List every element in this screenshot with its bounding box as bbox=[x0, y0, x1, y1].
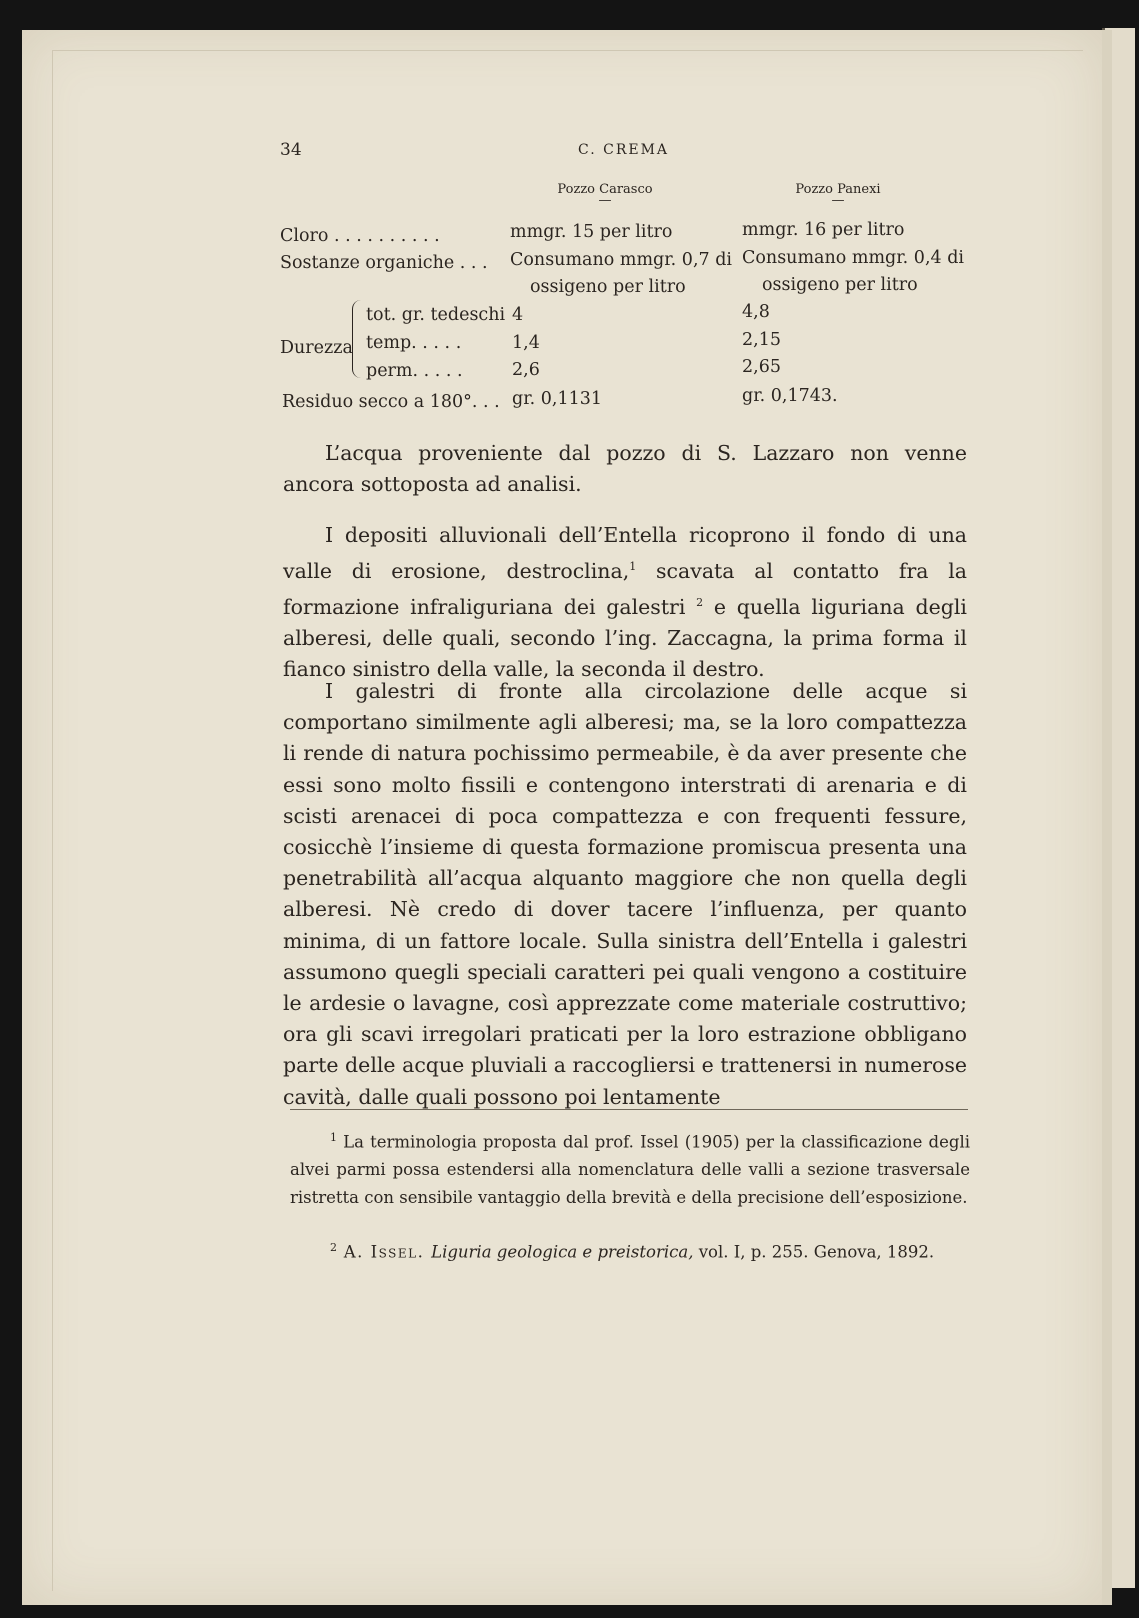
footnote-1 bbox=[290, 1124, 970, 1211]
footnote-2-title: Liguria geologica e preistorica, bbox=[431, 1242, 694, 1262]
row-label-temp: temp. . . . . bbox=[366, 333, 462, 353]
paragraph-2-part-c: e quella liguriana degli alberesi, delle quali, secondo l’ing. Zaccagna, la prima forma il fianco sinistro della valle, la seconda il destro. bbox=[283, 595, 967, 682]
footnote-2-text bbox=[290, 1234, 970, 1266]
paragraph-1 bbox=[283, 438, 967, 500]
running-head: C. CREMA bbox=[578, 142, 670, 158]
paragraph-2-text bbox=[283, 520, 967, 686]
cell-residuo-panexi: gr. 0,1743. bbox=[742, 386, 838, 406]
cell-tot-panexi: 4,8 bbox=[742, 302, 770, 322]
column-title: Pozzo Panexi bbox=[795, 182, 881, 197]
cell-ossigeno-panexi: ossigeno per litro bbox=[762, 275, 918, 295]
cell-ossigeno-carasco: ossigeno per litro bbox=[530, 277, 686, 297]
column-dash: — bbox=[598, 193, 612, 208]
footnote-ref-2: 2 bbox=[696, 596, 704, 610]
column-header-carasco bbox=[545, 182, 665, 208]
cell-sostanze-panexi: Consumano mmgr. 0,4 di bbox=[742, 248, 964, 268]
paragraph-2 bbox=[283, 520, 967, 686]
column-title: Pozzo Carasco bbox=[557, 182, 653, 197]
page-number: 34 bbox=[280, 140, 302, 160]
footnote-2-author: A. Issel. bbox=[337, 1242, 432, 1262]
row-label-residuo: Residuo secco a 180°. . . bbox=[282, 392, 500, 412]
footnote-1-mark: 1 bbox=[330, 1131, 337, 1144]
paragraph-1-text: L’acqua proveniente dal pozzo di S. Lazzaro non venne ancora sottoposta ad analisi. bbox=[283, 441, 967, 497]
cell-cloro-panexi: mmgr. 16 per litro bbox=[742, 220, 905, 240]
cell-tot-carasco: 4 bbox=[512, 305, 524, 325]
footnote-2-mark: 2 bbox=[330, 1241, 337, 1254]
footnote-ref-1: 1 bbox=[629, 560, 637, 574]
cell-perm-panexi: 2,65 bbox=[742, 357, 781, 377]
cell-temp-panexi: 2,15 bbox=[742, 330, 781, 350]
cell-sostanze-carasco: Consumano mmgr. 0,7 di bbox=[510, 250, 732, 270]
durezza-brace bbox=[352, 300, 361, 378]
footnote-1-text bbox=[290, 1124, 970, 1211]
cell-perm-carasco: 2,6 bbox=[512, 360, 540, 380]
paragraph-2-part-b: scavata al contatto fra la formazione infraliguriana dei galestri bbox=[283, 559, 967, 620]
paragraph-3 bbox=[283, 676, 967, 1113]
column-dash: — bbox=[831, 193, 845, 208]
paragraph-2-part-a: I depositi alluvionali dell’Entella ricoprono il fondo di una valle di erosione, destroclina, bbox=[283, 523, 967, 584]
footnote-2 bbox=[290, 1234, 970, 1266]
row-label-cloro: Cloro . . . . . . . . . . bbox=[280, 226, 440, 246]
row-label-tot: tot. gr. tedeschi bbox=[366, 305, 506, 325]
footnote-1-body: La terminologia proposta dal prof. Issel (1905) per la classificazione degli alvei parmi possa estendersi alla nomenclatura delle valli a sezione trasversale ristretta con sensibile vantaggio della brevità e della precisione dell’esposizione. bbox=[290, 1132, 970, 1207]
cell-cloro-carasco: mmgr. 15 per litro bbox=[510, 222, 673, 242]
paragraph-3-text: I galestri di fronte alla circolazione delle acque si comportano similmente agli alberesi; ma, se la loro compattezza li rende di natura pochissimo permeabile, è da aver presente che essi sono molto fissili e contengono interstrati di arenaria e di scisti arenacei di poca compattezza e con frequenti fessure, cosicchè l’insieme di questa formazione promiscua presenta una penetrabilità all’acqua alquanto maggiore che non quella degli alberesi. Nè credo di dover tacere l’influenza, per quanto minima, di un fattore locale. Sulla sinistra dell’Entella i galestri assumono quegli speciali caratteri pei quali vengono a costituire le ardesie o lavagne, così apprezzate come materiale costruttivo; ora gli scavi irregolari praticati per la loro estrazione obbligano parte delle acque pluviali a raccogliersi e trattenersi in numerose cavità, dalle quali possono poi lentamente bbox=[283, 679, 967, 1109]
row-label-perm: perm. . . . . bbox=[366, 361, 463, 381]
footnote-rule bbox=[290, 1109, 968, 1110]
page-header bbox=[0, 140, 1139, 164]
cell-residuo-carasco: gr. 0,1131 bbox=[512, 389, 603, 409]
footnote-2-rest: vol. I, p. 255. Genova, 1892. bbox=[693, 1242, 935, 1262]
column-header-panexi bbox=[778, 182, 898, 208]
row-label-durezza: Durezza bbox=[280, 338, 353, 358]
cell-temp-carasco: 1,4 bbox=[512, 333, 540, 353]
row-label-sostanze: Sostanze organiche . . . bbox=[280, 253, 488, 273]
